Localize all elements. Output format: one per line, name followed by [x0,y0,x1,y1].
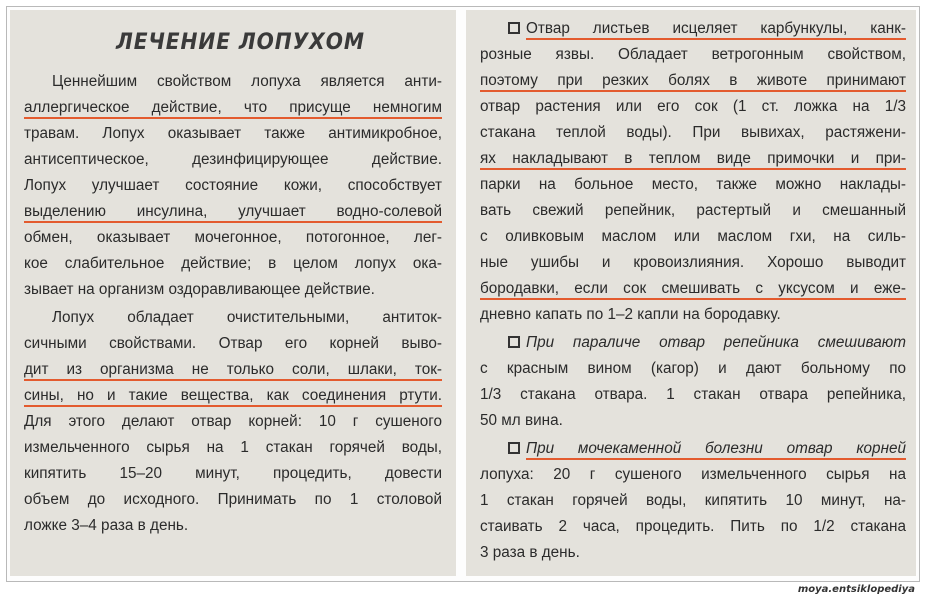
checkbox-bullet-icon [508,442,520,454]
text-line [24,199,442,225]
text-line [480,120,906,146]
text-line-7: кое слабительное действие; в целом лопух ока- [24,255,442,272]
article-title: ЛЕЧЕНИЕ ЛОПУХОМ [116,30,365,55]
right-paragraph-1 [480,16,906,328]
text-line [480,408,906,434]
text-line [480,382,906,408]
text-line-6: обмен, оказывает мочегонное, потогонное, лег- [24,229,442,246]
checkbox-bullet-icon [508,336,520,348]
text-line-13: Для этого делают отвар корней: 10 г сушеного [24,413,442,430]
text-line [24,225,442,251]
text-line [24,331,442,357]
text-line [24,251,442,277]
text-line-r7: вать свежий репейник, растертый и смешанный [480,202,906,219]
text-line-r9: ные ушибы и кровоизлияния. Хорошо выводит [480,254,906,271]
text-line [24,95,442,121]
text-line-8: зывает на организм оздоравливающее действие. [24,281,375,298]
text-line [24,513,442,539]
text-line-4: Лопух улучшает состояние кожи, способствует [24,177,442,194]
text-line [480,436,906,462]
text-line [480,330,906,356]
text-line-r15: 50 мл вина. [480,412,563,429]
text-line-r12: При параличе отвар репейника смешивают [526,334,906,351]
text-line [480,94,906,120]
text-line [24,277,442,303]
text-line [24,357,442,383]
left-column [10,10,456,576]
text-line-r8: с оливковым маслом или маслом гхи, на силь- [480,228,906,245]
text-line-1: аллергическое действие, что присуще немногим [24,99,442,119]
text-line-11: дит из организма не только соли, шлаки, ток- [24,361,442,381]
text-line-2: травам. Лопух оказывает также антимикробное, [24,125,442,142]
text-line-5: выделению инсулина, улучшает водно-солевой [24,203,442,223]
text-line-12: сины, но и такие вещества, как соединения ртути. [24,387,442,407]
text-line-9: Лопух обладает очистительными, антиток- [52,309,442,326]
text-line [24,409,442,435]
left-paragraph-1 [24,69,442,303]
text-line [480,514,906,540]
text-line [24,121,442,147]
text-line [480,276,906,302]
text-line [480,224,906,250]
text-line-15: кипятить 15–20 минут, процедить, довести [24,465,442,482]
checkbox-bullet-icon [508,22,520,34]
text-line-17: ложке 3–4 раза в день. [24,517,189,534]
text-line [24,69,442,95]
text-line-r14: 1/3 стакана отвара. 1 стакан отвара репейника, [480,386,906,403]
text-line [480,356,906,382]
right-paragraph-2 [480,330,906,434]
text-line [24,461,442,487]
text-line-r5: ях накладывают в теплом виде примочки и при- [480,150,906,170]
text-line-r17: лопуха: 20 г сушеного измельченного сырья на [480,466,906,483]
source-watermark: moya.entsiklopediya [797,584,915,595]
text-line-16: объем до исходного. Принимать по 1 столовой [24,491,442,508]
text-line-r0: Отвар листьев исцеляет карбункулы, канк- [526,20,906,40]
text-line [480,16,906,42]
text-line-r4: стакана теплой воды). При вывихах, растяжени- [480,124,906,141]
text-line-r13: с красным вином (кагор) и дают больному по [480,360,906,377]
right-paragraph-3 [480,436,906,566]
text-line [24,383,442,409]
text-line-14: измельченного сырья на 1 стакан горячей воды, [24,439,442,456]
text-line [24,147,442,173]
text-line-0: Ценнейшим свойством лопуха является анти- [52,73,442,90]
text-line [24,487,442,513]
text-line [480,146,906,172]
text-line [24,305,442,331]
text-line-r6: парки на больное место, также можно наклады- [480,176,906,193]
text-line-r2: поэтому при резких болях в животе принимают [480,72,906,92]
text-line-r16: При мочекаменной болезни отвар корней [526,440,906,460]
text-line-r19: стаивать 2 часа, процедить. Пить по 1/2 стакана [480,518,906,535]
text-line [480,488,906,514]
text-line [480,172,906,198]
text-line [480,302,906,328]
text-line [480,42,906,68]
text-line [24,173,442,199]
text-line-r10: бородавки, если сок смешивать с уксусом и еже- [480,280,906,300]
text-line-3: антисептическое, дезинфицирующее действие. [24,151,442,168]
text-line [24,435,442,461]
right-column [466,10,916,576]
text-line-r18: 1 стакан горячей воды, кипятить 10 минут, на- [480,492,906,509]
text-line [480,540,906,566]
text-line [480,250,906,276]
text-line [480,462,906,488]
text-line-r3: отвар растения или его сок (1 ст. ложка на 1/3 [480,98,906,115]
left-paragraph-2 [24,305,442,539]
text-line [480,68,906,94]
text-line-r20: 3 раза в день. [480,544,580,561]
text-line-r1: розные язвы. Обладает ветрогонным свойством, [480,46,906,63]
text-line-10: сичными свойствами. Отвар его корней выво- [24,335,442,352]
text-line-r11: дневно капать по 1–2 капли на бородавку. [480,306,781,323]
text-line [480,198,906,224]
